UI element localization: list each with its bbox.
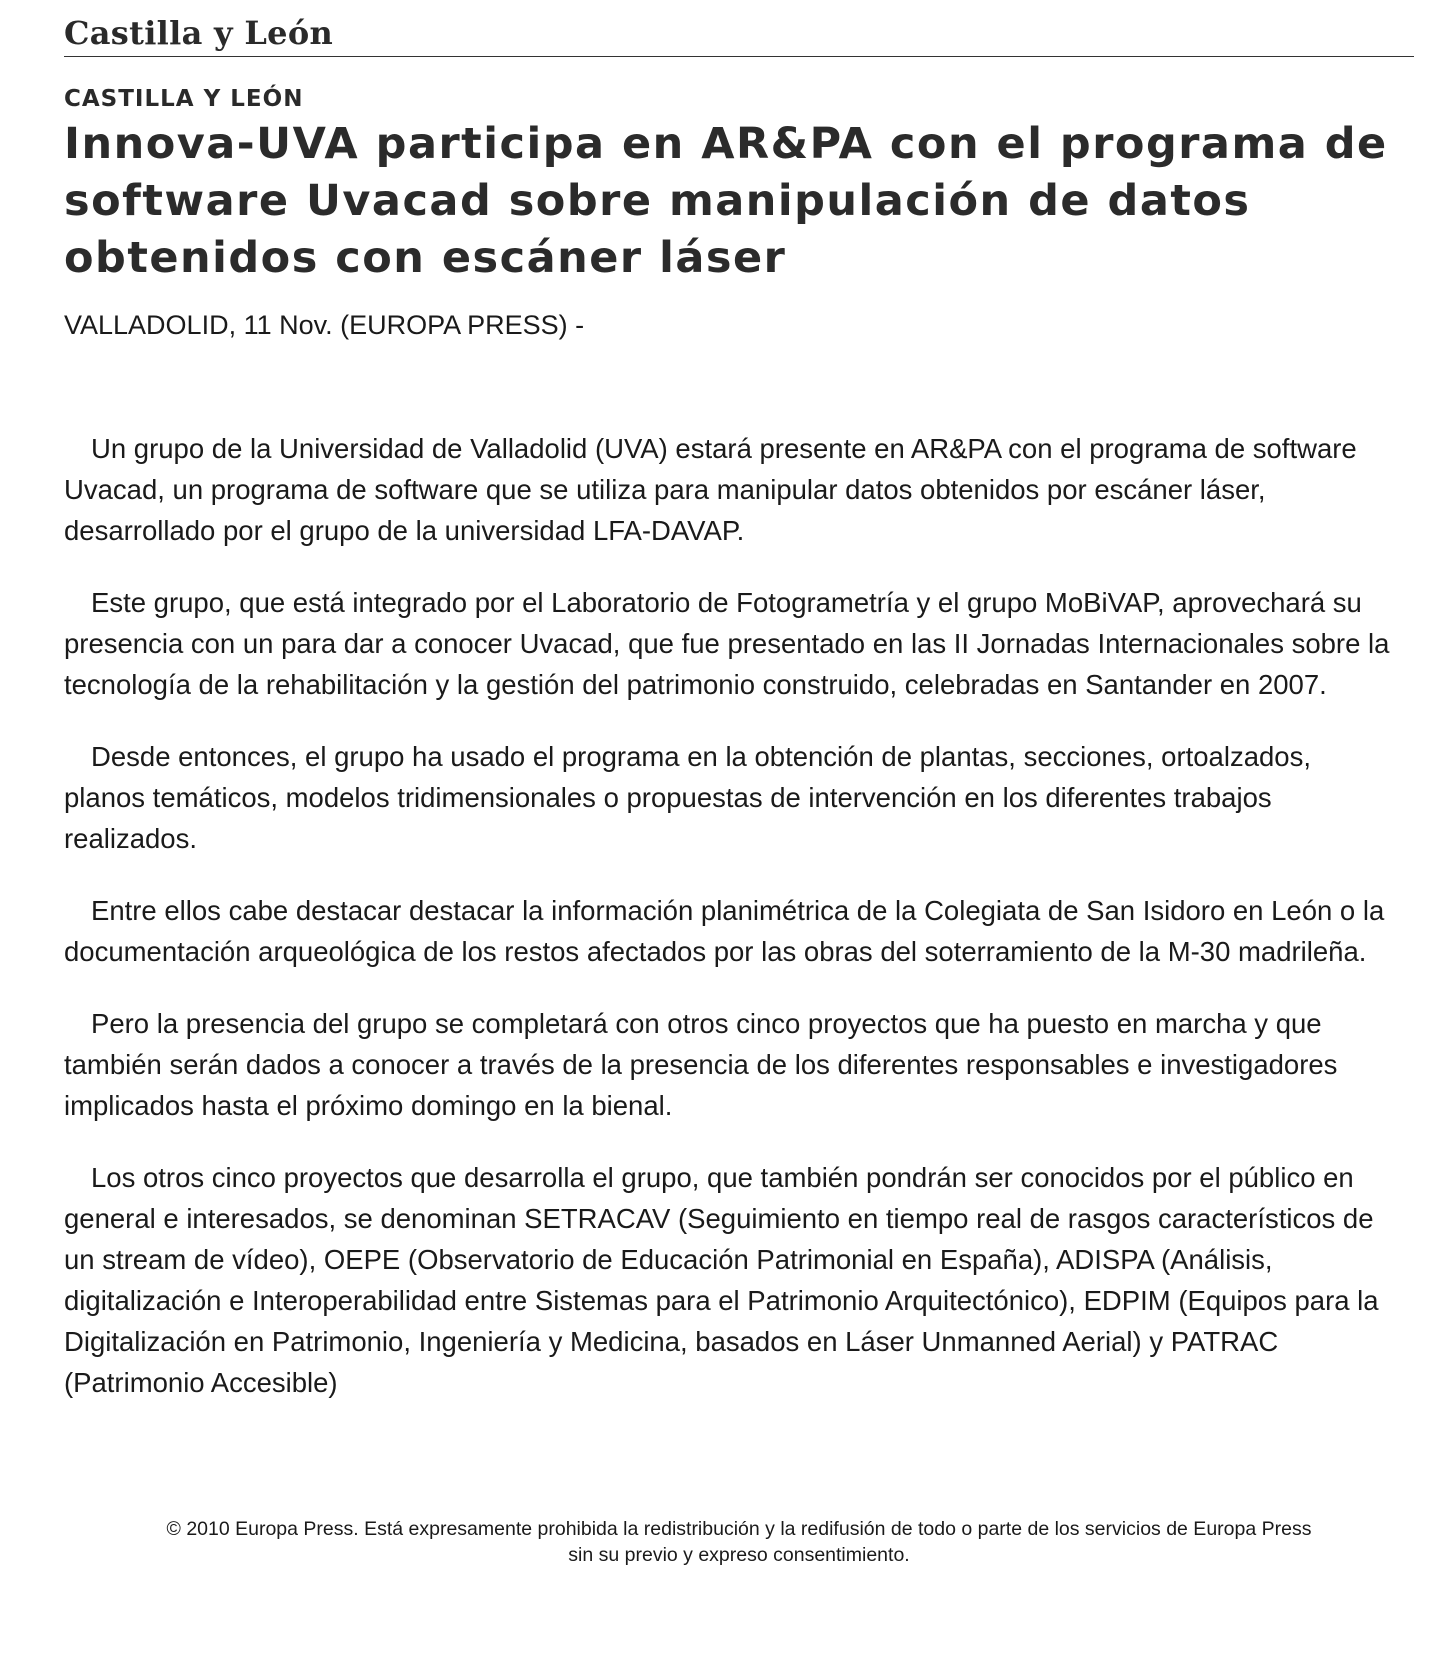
article-paragraph: Un grupo de la Universidad de Valladolid (UVA) estará presente en AR&PA con el programa de software Uvacad, un programa de software que se utiliza para manipular datos obtenidos por escáner láser, desarrollado por el grupo de la universidad LFA-DAVAP. — [64, 433, 1357, 546]
article-headline: Innova-UVA participa en AR&PA con el programa de software Uvacad sobre manipulación de datos obtenidos con escáner láser — [64, 119, 1388, 283]
copyright-footer — [64, 1516, 1414, 1568]
article-kicker: CASTILLA Y LEÓN — [64, 86, 304, 112]
article-paragraph: Los otros cinco proyectos que desarrolla el grupo, que también pondrán ser conocidos por el público en general e interesados, se denominan SETRACAV (Seguimiento en tiempo real de rasgos característicos de un stream de vídeo), OEPE (Observatorio de Educación Patrimonial en España), ADISPA (Análisis, digitalización e Interoperabilidad entre Sistemas para el Patrimonio Arquitectónico), EDPIM (Equipos para la Digitalización en Patrimonio, Ingeniería y Medicina, basados en Láser Unmanned Aerial) y PATRAC (Patrimonio Accesible) — [64, 1162, 1379, 1398]
article-paragraph: Desde entonces, el grupo ha usado el programa en la obtención de plantas, secciones, ortoalzados, planos temáticos, modelos tridimensionales o propuestas de intervención en los diferentes trabajos realizados. — [64, 741, 1311, 854]
article-paragraph: Pero la presencia del grupo se completará con otros cinco proyectos que ha puesto en marcha y que también serán dados a conocer a través de la presencia de los diferentes responsables e investigadores implicados hasta el próximo domingo en la bienal. — [64, 1008, 1338, 1121]
article-paragraph: Entre ellos cabe destacar destacar la información planimétrica de la Colegiata de San Isidoro en León o la documentación arqueológica de los restos afectados por las obras del soterramiento de la M-30 madrileña. — [64, 895, 1385, 967]
header-divider — [64, 56, 1414, 57]
article-body — [64, 428, 1399, 1434]
article-paragraph: Este grupo, que está integrado por el Laboratorio de Fotogrametría y el grupo MoBiVAP, aprovechará su presencia con un para dar a conocer Uvacad, que fue presentado en las II Jornadas Internacionales sobre la tecnología de la rehabilitación y la gestión del patrimonio construido, celebradas en Santander en 2007. — [64, 587, 1390, 700]
copyright-line: © 2010 Europa Press. Está expresamente prohibida la redistribución y la redifusión de todo o parte de los servicios de Europa Press — [166, 1518, 1312, 1540]
article-dateline: VALLADOLID, 11 Nov. (EUROPA PRESS) - — [64, 310, 585, 340]
section-header: Castilla y León — [64, 14, 334, 52]
copyright-line: sin su previo y expreso consentimiento. — [568, 1544, 910, 1566]
